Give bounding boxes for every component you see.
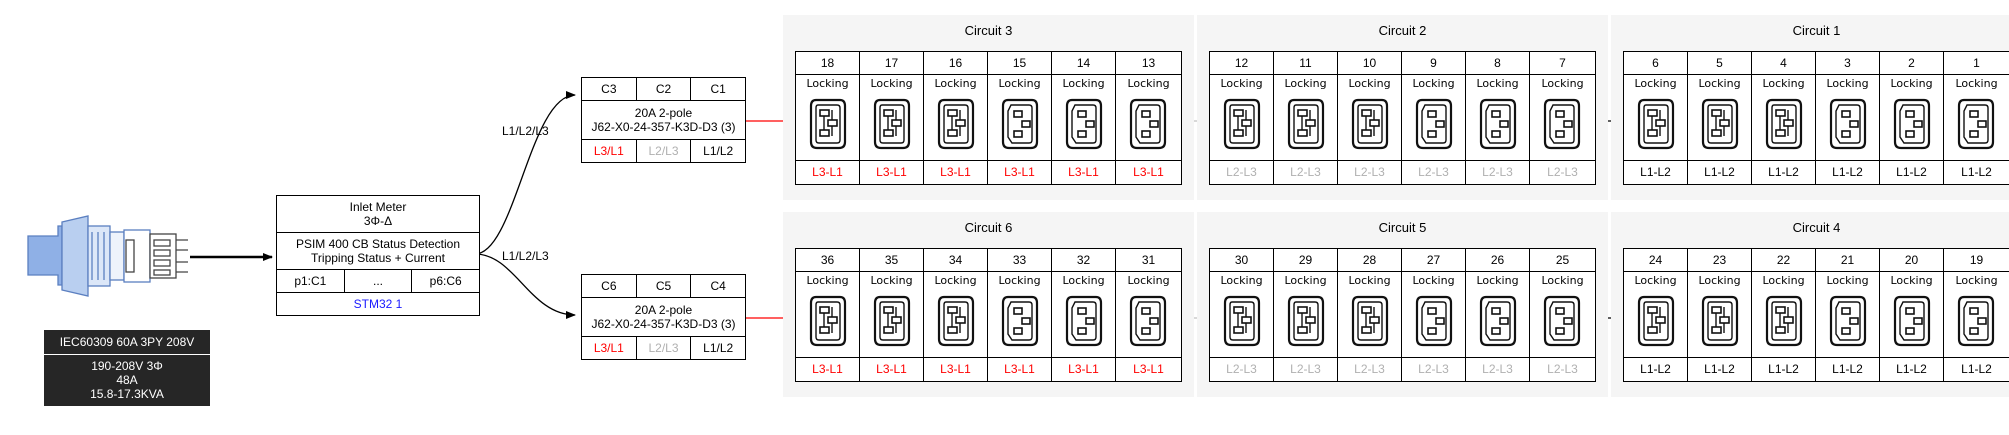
outlet-column <box>1466 249 1530 381</box>
outlet-column <box>1816 52 1880 184</box>
outlet-number: 27 <box>1402 249 1465 272</box>
c13-socket-icon <box>1956 96 1996 152</box>
c13-socket-icon <box>1414 96 1454 152</box>
outlet-number: 33 <box>988 249 1051 272</box>
outlet-number: 22 <box>1752 249 1815 272</box>
c13-socket-icon <box>1478 293 1518 349</box>
outlet-column <box>796 249 860 381</box>
outlet-number: 14 <box>1052 52 1115 75</box>
outlet-locking-label: Locking <box>1412 274 1455 287</box>
outlet-table <box>1209 248 1596 382</box>
outlet-locking-label: Locking <box>1412 77 1455 90</box>
c19-socket-icon <box>1286 96 1326 152</box>
outlet-column <box>1530 249 1595 381</box>
plug-title: IEC60309 60A 3PY 208V <box>44 330 210 355</box>
c19-socket-icon <box>936 293 976 349</box>
breaker-b-phase: L2/L3 <box>637 337 692 359</box>
outlet-number: 25 <box>1530 249 1595 272</box>
outlet-table <box>795 248 1182 382</box>
outlet-locking-label: Locking <box>870 274 913 287</box>
outlet-phase: L2-L3 <box>1210 357 1273 380</box>
outlet-number: 3 <box>1816 52 1879 75</box>
outlet-phase: L2-L3 <box>1274 160 1337 183</box>
outlet-phase: L1-L2 <box>1752 357 1815 380</box>
outlet-number: 8 <box>1466 52 1529 75</box>
outlet-column <box>1624 52 1688 184</box>
outlet-locking-label: Locking <box>1698 274 1741 287</box>
outlet-column <box>1274 249 1338 381</box>
outlet-phase: L3-L1 <box>988 160 1051 183</box>
outlet-column <box>1752 52 1816 184</box>
plug-current: 48A <box>116 373 138 387</box>
outlet-number: 15 <box>988 52 1051 75</box>
outlet-phase: L1-L2 <box>1816 160 1879 183</box>
outlet-number: 26 <box>1466 249 1529 272</box>
outlet-number: 7 <box>1530 52 1595 75</box>
c13-socket-icon <box>1128 96 1168 152</box>
outlet-phase: L3-L1 <box>860 160 923 183</box>
c13-socket-icon <box>1064 293 1104 349</box>
outlet-number: 11 <box>1274 52 1337 75</box>
outlet-column <box>924 52 988 184</box>
meter-to-breaker-b-connector <box>475 254 575 315</box>
breaker-a-part: J62-X0-24-357-K3D-D3 (3) <box>591 120 736 134</box>
outlet-column <box>1210 249 1274 381</box>
breaker-a-circuit: C1 <box>710 82 726 96</box>
outlet-locking-label: Locking <box>1890 274 1933 287</box>
outlet-number: 16 <box>924 52 987 75</box>
c19-socket-icon <box>1764 96 1804 152</box>
outlet-phase: L2-L3 <box>1530 357 1595 380</box>
c13-socket-icon <box>1892 293 1932 349</box>
outlet-number: 9 <box>1402 52 1465 75</box>
circuit-title: Circuit 2 <box>1378 23 1427 38</box>
outlet-number: 23 <box>1688 249 1751 272</box>
outlet-locking-label: Locking <box>1476 77 1519 90</box>
outlet-column <box>1210 52 1274 184</box>
meter-title: Inlet Meter <box>349 200 407 214</box>
breaker-b-table <box>581 274 746 360</box>
outlet-phase: L1-L2 <box>1880 160 1943 183</box>
outlet-column <box>1880 249 1944 381</box>
c19-socket-icon <box>1700 293 1740 349</box>
meter-controller: STM32 1 <box>353 297 403 311</box>
c19-socket-icon <box>808 293 848 349</box>
meter-detection-line2: Tripping Status + Current <box>311 251 445 265</box>
c13-socket-icon <box>1828 96 1868 152</box>
outlet-column <box>1116 52 1181 184</box>
outlet-number: 19 <box>1944 249 2009 272</box>
outlet-phase: L2-L3 <box>1530 160 1595 183</box>
outlet-column <box>988 52 1052 184</box>
outlet-locking-label: Locking <box>1348 274 1391 287</box>
breaker-a-phase: L2/L3 <box>637 140 692 162</box>
outlet-column <box>796 52 860 184</box>
plug-power: 15.8-17.3KVA <box>90 387 164 401</box>
breaker-a-rating: 20A 2-pole <box>634 106 693 120</box>
outlet-column <box>1466 52 1530 184</box>
outlet-number: 6 <box>1624 52 1687 75</box>
plug-rating-label <box>44 330 210 406</box>
outlet-column <box>1402 52 1466 184</box>
outlet-locking-label: Locking <box>1541 274 1584 287</box>
outlet-number: 28 <box>1338 249 1401 272</box>
outlet-phase: L3-L1 <box>924 357 987 380</box>
outlet-column <box>1052 52 1116 184</box>
outlet-phase: L1-L2 <box>1752 160 1815 183</box>
outlet-number: 36 <box>796 249 859 272</box>
outlet-column <box>1624 249 1688 381</box>
outlet-locking-label: Locking <box>1826 77 1869 90</box>
outlet-locking-label: Locking <box>806 77 849 90</box>
outlet-phase: L1-L2 <box>1624 160 1687 183</box>
outlet-phase: L2-L3 <box>1466 160 1529 183</box>
outlet-locking-label: Locking <box>1062 77 1105 90</box>
outlet-column <box>1274 52 1338 184</box>
outlet-locking-label: Locking <box>1284 77 1327 90</box>
outlet-number: 24 <box>1624 249 1687 272</box>
outlet-column <box>1338 52 1402 184</box>
plug-icon <box>28 216 188 296</box>
outlet-phase: L2-L3 <box>1274 357 1337 380</box>
outlet-locking-label: Locking <box>1220 274 1263 287</box>
outlet-locking-label: Locking <box>1955 77 1998 90</box>
c19-socket-icon <box>808 96 848 152</box>
circuit-title: Circuit 1 <box>1792 23 1841 38</box>
circuit-panel <box>1611 212 2009 397</box>
outlet-column <box>1052 249 1116 381</box>
outlet-number: 18 <box>796 52 859 75</box>
outlet-table <box>1623 51 2009 185</box>
outlet-number: 10 <box>1338 52 1401 75</box>
c19-socket-icon <box>1350 293 1390 349</box>
outlet-locking-label: Locking <box>806 274 849 287</box>
plug-spec <box>44 355 210 406</box>
meter-port-ellipsis: ... <box>345 270 413 292</box>
c13-socket-icon <box>1064 96 1104 152</box>
outlet-phase: L3-L1 <box>796 357 859 380</box>
outlet-number: 5 <box>1688 52 1751 75</box>
outlet-column <box>1116 249 1181 381</box>
outlet-locking-label: Locking <box>1476 274 1519 287</box>
outlet-phase: L2-L3 <box>1402 160 1465 183</box>
circuit-panel <box>1197 212 1608 397</box>
breaker-a-table <box>581 77 746 163</box>
meter-port-last: p6:C6 <box>429 274 462 288</box>
outlet-column <box>1944 249 2009 381</box>
outlet-column <box>860 249 924 381</box>
outlet-locking-label: Locking <box>1955 274 1998 287</box>
outlet-number: 1 <box>1944 52 2009 75</box>
breaker-b-circuit: C4 <box>710 279 726 293</box>
outlet-column <box>1816 249 1880 381</box>
outlet-phase: L2-L3 <box>1338 357 1401 380</box>
breaker-a-phase: L1/L2 <box>703 144 734 158</box>
outlet-number: 2 <box>1880 52 1943 75</box>
outlet-phase: L1-L2 <box>1816 357 1879 380</box>
c19-socket-icon <box>872 293 912 349</box>
c13-socket-icon <box>1000 96 1040 152</box>
c19-socket-icon <box>1222 96 1262 152</box>
circuit-title: Circuit 4 <box>1792 220 1841 235</box>
breaker-a-phase: L3/L1 <box>582 140 637 162</box>
outlet-locking-label: Locking <box>1220 77 1263 90</box>
circuit-title: Circuit 3 <box>964 23 1013 38</box>
breaker-a-circuit: C3 <box>582 78 637 100</box>
breaker-b-part: J62-X0-24-357-K3D-D3 (3) <box>591 317 736 331</box>
c19-socket-icon <box>872 96 912 152</box>
outlet-phase: L3-L1 <box>860 357 923 380</box>
outlet-phase: L3-L1 <box>1116 160 1181 183</box>
outlet-locking-label: Locking <box>1284 274 1327 287</box>
outlet-number: 13 <box>1116 52 1181 75</box>
outlet-phase: L3-L1 <box>796 160 859 183</box>
c13-socket-icon <box>1478 96 1518 152</box>
outlet-locking-label: Locking <box>1062 274 1105 287</box>
outlet-phase: L3-L1 <box>924 160 987 183</box>
c19-socket-icon <box>1700 96 1740 152</box>
c19-socket-icon <box>1286 293 1326 349</box>
meter-subtitle: 3Φ-Δ <box>363 214 393 228</box>
outlet-locking-label: Locking <box>1826 274 1869 287</box>
outlet-phase: L3-L1 <box>1052 357 1115 380</box>
c13-socket-icon <box>1414 293 1454 349</box>
circuit-panel <box>1611 15 2009 200</box>
outlet-phase: L3-L1 <box>988 357 1051 380</box>
circuit-title: Circuit 5 <box>1378 220 1427 235</box>
outlet-phase: L1-L2 <box>1624 357 1687 380</box>
c13-socket-icon <box>1956 293 1996 349</box>
outlet-locking-label: Locking <box>1890 77 1933 90</box>
c13-socket-icon <box>1128 293 1168 349</box>
outlet-number: 12 <box>1210 52 1273 75</box>
outlet-locking-label: Locking <box>1127 274 1170 287</box>
breaker-b-rating: 20A 2-pole <box>634 303 693 317</box>
outlet-column <box>1530 52 1595 184</box>
outlet-column <box>1402 249 1466 381</box>
outlet-column <box>1752 249 1816 381</box>
outlet-locking-label: Locking <box>1634 274 1677 287</box>
outlet-column <box>860 52 924 184</box>
outlet-locking-label: Locking <box>1762 77 1805 90</box>
circuit-panel <box>1197 15 1608 200</box>
c13-socket-icon <box>1828 293 1868 349</box>
circuit-title: Circuit 6 <box>964 220 1013 235</box>
plug-voltage: 190-208V 3Φ <box>91 359 163 373</box>
c19-socket-icon <box>1636 293 1676 349</box>
outlet-locking-label: Locking <box>870 77 913 90</box>
outlet-table <box>1209 51 1596 185</box>
outlet-number: 17 <box>860 52 923 75</box>
meter-to-breaker-a-connector <box>475 95 575 254</box>
breaker-b-circuit: C5 <box>637 275 692 297</box>
outlet-phase: L1-L2 <box>1944 160 2009 183</box>
outlet-column <box>988 249 1052 381</box>
breaker-a-circuit: C2 <box>637 78 692 100</box>
outlet-column <box>1880 52 1944 184</box>
outlet-number: 29 <box>1274 249 1337 272</box>
outlet-phase: L1-L2 <box>1880 357 1943 380</box>
outlet-phase: L2-L3 <box>1402 357 1465 380</box>
outlet-number: 20 <box>1880 249 1943 272</box>
lower-link-label: L1/L2/L3 <box>502 249 549 263</box>
outlet-locking-label: Locking <box>998 77 1041 90</box>
outlet-locking-label: Locking <box>934 77 977 90</box>
upper-link-label: L1/L2/L3 <box>502 124 549 138</box>
outlet-locking-label: Locking <box>934 274 977 287</box>
c13-socket-icon <box>1542 96 1582 152</box>
outlet-phase: L1-L2 <box>1688 357 1751 380</box>
outlet-locking-label: Locking <box>1762 274 1805 287</box>
c19-socket-icon <box>1222 293 1262 349</box>
meter-detection-line1: PSIM 400 CB Status Detection <box>295 237 461 251</box>
outlet-phase: L3-L1 <box>1116 357 1181 380</box>
outlet-number: 30 <box>1210 249 1273 272</box>
outlet-phase: L3-L1 <box>1052 160 1115 183</box>
outlet-locking-label: Locking <box>998 274 1041 287</box>
c19-socket-icon <box>1636 96 1676 152</box>
outlet-number: 21 <box>1816 249 1879 272</box>
outlet-column <box>924 249 988 381</box>
outlet-table <box>795 51 1182 185</box>
circuit-panel <box>783 212 1194 397</box>
outlet-number: 34 <box>924 249 987 272</box>
outlet-column <box>1688 249 1752 381</box>
outlet-phase: L1-L2 <box>1688 160 1751 183</box>
breaker-b-phase: L1/L2 <box>703 341 734 355</box>
outlet-column <box>1338 249 1402 381</box>
inlet-meter-table <box>276 195 480 316</box>
outlet-locking-label: Locking <box>1698 77 1741 90</box>
c19-socket-icon <box>1350 96 1390 152</box>
outlet-number: 31 <box>1116 249 1181 272</box>
outlet-locking-label: Locking <box>1127 77 1170 90</box>
outlet-phase: L2-L3 <box>1338 160 1401 183</box>
breaker-b-circuit: C6 <box>582 275 637 297</box>
meter-port-first: p1:C1 <box>277 270 345 292</box>
c13-socket-icon <box>1542 293 1582 349</box>
c19-socket-icon <box>936 96 976 152</box>
outlet-number: 32 <box>1052 249 1115 272</box>
outlet-column <box>1944 52 2009 184</box>
outlet-number: 4 <box>1752 52 1815 75</box>
outlet-number: 35 <box>860 249 923 272</box>
c13-socket-icon <box>1000 293 1040 349</box>
outlet-phase: L1-L2 <box>1944 357 2009 380</box>
circuit-panel <box>783 15 1194 200</box>
outlet-phase: L2-L3 <box>1466 357 1529 380</box>
outlet-locking-label: Locking <box>1348 77 1391 90</box>
outlet-table <box>1623 248 2009 382</box>
c19-socket-icon <box>1764 293 1804 349</box>
outlet-locking-label: Locking <box>1634 77 1677 90</box>
outlet-phase: L2-L3 <box>1210 160 1273 183</box>
outlet-column <box>1688 52 1752 184</box>
c13-socket-icon <box>1892 96 1932 152</box>
breaker-b-phase: L3/L1 <box>582 337 637 359</box>
outlet-locking-label: Locking <box>1541 77 1584 90</box>
